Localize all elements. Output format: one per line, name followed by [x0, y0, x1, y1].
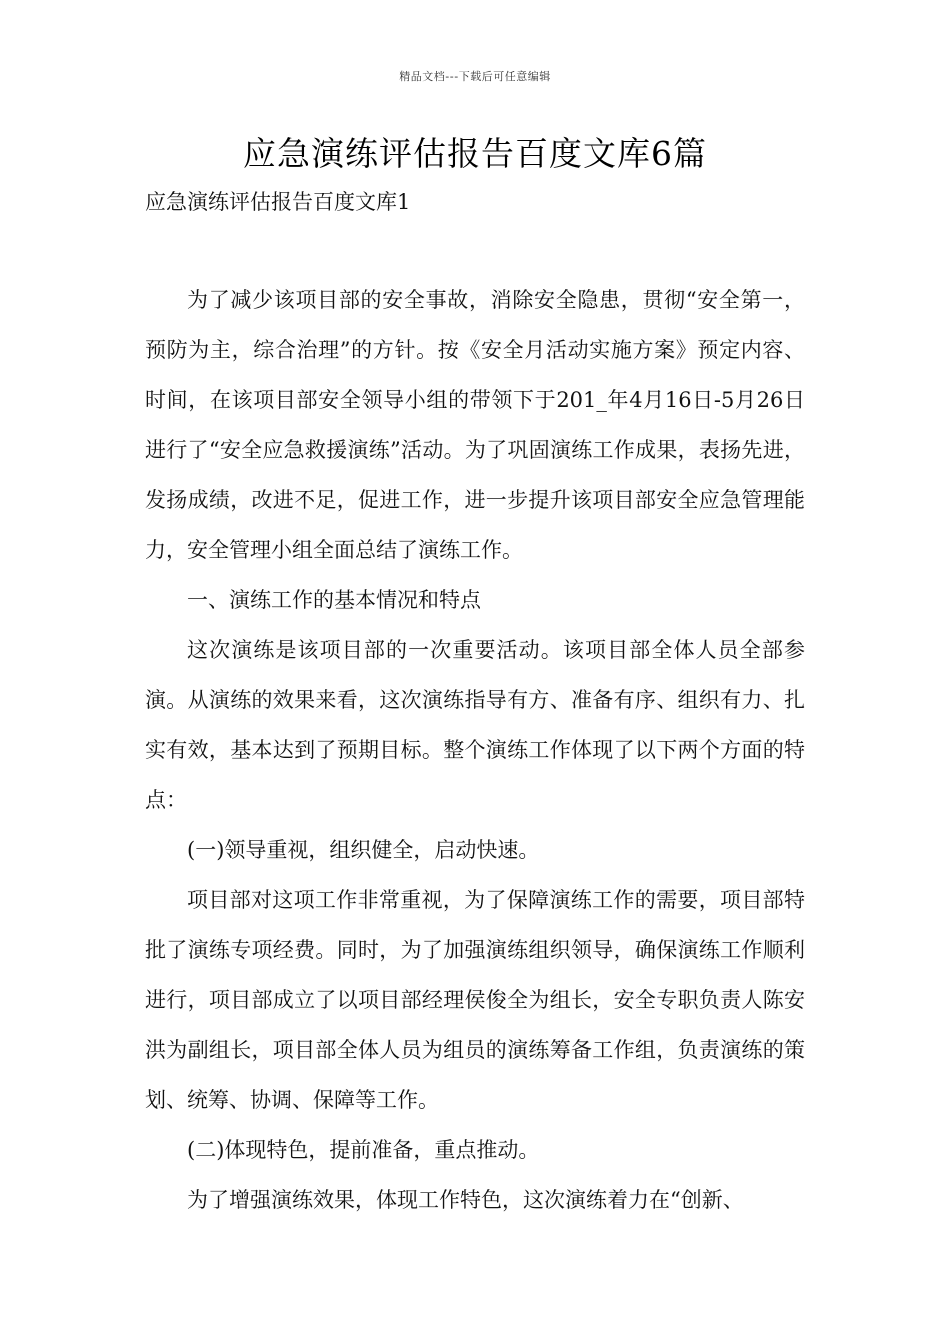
paragraph-overview: 这次演练是该项目部的一次重要活动。该项目部全体人员全部参演。从演练的效果来看，这次演练指导有方、准备有序、组织有力、扎实有效，基本达到了预期目标。整个演练工作体现了以下两个方面的特点： — [145, 638, 805, 812]
document-title: 应急演练评估报告百度文库6篇 — [243, 134, 707, 173]
subsection-heading-1: (一)领导重视，组织健全，启动快速。 — [187, 838, 540, 862]
document-body — [145, 275, 805, 1225]
document-subtitle: 应急演练评估报告百度文库1 — [145, 190, 411, 214]
section-heading-1: 一、演练工作的基本情况和特点 — [187, 588, 481, 612]
paragraph-features: 为了增强演练效果，体现工作特色，这次演练着力在“创新、 — [187, 1188, 744, 1212]
header-note: 精品文档---下载后可任意编辑 — [399, 70, 551, 83]
subsection-heading-2: (二)体现特色，提前准备，重点推动。 — [187, 1138, 540, 1162]
paragraph-intro: 为了减少该项目部的安全事故，消除安全隐患，贯彻“安全第一，预防为主，综合治理”的方针。按《安全月活动实施方案》预定内容、时间，在该项目部安全领导小组的带领下于201_年4月16日-5月26日进行了“安全应急救援演练”活动。为了巩固演练工作成果，表扬先进，发扬成绩，改进不足，促进工作，进一步提升该项目部安全应急管理能力，安全管理小组全面总结了演练工作。 — [145, 288, 805, 562]
paragraph-leadership: 项目部对这项工作非常重视，为了保障演练工作的需要，项目部特批了演练专项经费。同时，为了加强演练组织领导，确保演练工作顺利进行，项目部成立了以项目部经理侯俊全为组长，安全专职负责人陈安洪为副组长，项目部全体人员为组员的演练筹备工作组，负责演练的策划、统筹、协调、保障等工作。 — [145, 888, 805, 1112]
